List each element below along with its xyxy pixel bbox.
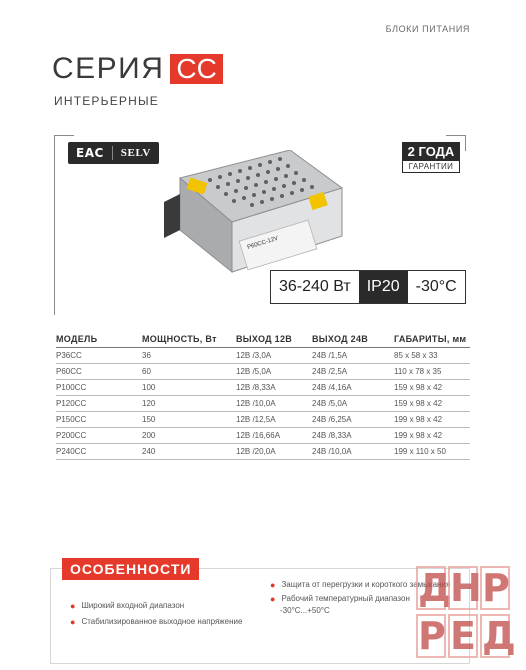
- warranty-label: ГАРАНТИИ: [402, 161, 460, 173]
- table-cell: 200: [142, 431, 156, 440]
- table-cell: 24В /8,33А: [312, 431, 352, 440]
- table-cell: P240CC: [56, 447, 87, 456]
- spec-power: 36-240 Вт: [279, 278, 351, 295]
- table-cell: 12В /3,0А: [236, 351, 272, 360]
- section-tag: БЛОКИ ПИТАНИЯ: [385, 24, 470, 34]
- feature-text: Стабилизированное выходное напряжение: [81, 617, 243, 626]
- feature-text: Защита от перегрузки и короткого замыкания: [281, 580, 451, 589]
- table-cell: P200CC: [56, 431, 87, 440]
- warranty-badge: [402, 142, 460, 173]
- feature-item-continued: [280, 606, 330, 615]
- watermark-logo: [416, 566, 514, 658]
- table-header-cell: ГАБАРИТЫ, мм: [394, 333, 467, 344]
- feature-text: Рабочий температурный диапазон: [281, 594, 410, 603]
- series-code-badge: CC: [170, 54, 222, 84]
- table-cell: 24В /2,5А: [312, 367, 348, 376]
- table-row: [56, 380, 470, 396]
- bullet-icon: ●: [70, 617, 76, 627]
- bullet-icon: ●: [270, 580, 276, 590]
- watermark-letter: Е: [448, 614, 478, 658]
- table-cell: 100: [142, 383, 156, 392]
- table-cell: 24В /5,0А: [312, 399, 348, 408]
- feature-text: -30°C...+50°C: [280, 606, 330, 615]
- table-cell: 24В /4,16А: [312, 383, 352, 392]
- series-subtitle: ИНТЕРЬЕРНЫЕ: [54, 94, 160, 108]
- table-cell: P120CC: [56, 399, 87, 408]
- table-cell: P60CC: [56, 367, 82, 376]
- table-cell: 199 х 98 х 42: [394, 415, 443, 424]
- table-cell: 240: [142, 447, 156, 456]
- table-cell: 199 х 98 х 42: [394, 431, 443, 440]
- table-cell: 120: [142, 399, 156, 408]
- selv-mark: SELV: [120, 147, 151, 159]
- frame-line-right: [465, 135, 466, 151]
- table-cell: P150CC: [56, 415, 87, 424]
- feature-item: [70, 617, 242, 627]
- table-cell: 12В /12,5А: [236, 415, 276, 424]
- watermark-line: [416, 566, 514, 610]
- table-cell: 150: [142, 415, 156, 424]
- spec-temperature: -30°C: [415, 278, 457, 295]
- table-cell: P36CC: [56, 351, 82, 360]
- series-word: СЕРИЯ: [52, 52, 165, 85]
- feature-item: [270, 594, 410, 604]
- watermark-letter: Д: [418, 566, 452, 610]
- features-title: ОСОБЕННОСТИ: [62, 558, 199, 580]
- warranty-years: 2 ГОДА: [402, 142, 460, 161]
- table-header-cell: МОДЕЛЬ: [56, 333, 98, 344]
- table-cell: 12В /16,66А: [236, 431, 281, 440]
- watermark-letter: Р: [418, 614, 446, 658]
- bullet-icon: ●: [270, 594, 276, 604]
- table-cell: 60: [142, 367, 151, 376]
- table-cell: 12В /5,0А: [236, 367, 272, 376]
- table-row: [56, 444, 470, 460]
- table-cell: 24В /6,25А: [312, 415, 352, 424]
- table-cell: 24В /1,5А: [312, 351, 348, 360]
- table-cell: 199 х 110 х 50: [394, 447, 446, 456]
- frame-line-top-left: [54, 135, 74, 136]
- watermark-letter: Р: [482, 566, 510, 610]
- model-table: [56, 330, 470, 460]
- table-cell: 12В /8,33А: [236, 383, 276, 392]
- frame-line-left: [54, 135, 55, 315]
- table-cell: 85 х 58 х 33: [394, 351, 438, 360]
- table-header-row: [56, 330, 470, 348]
- product-model-label: P60CC-12V: [246, 235, 280, 251]
- table-header-cell: ВЫХОД 24В: [312, 333, 369, 344]
- watermark-letter: Д: [482, 614, 516, 658]
- frame-line-top-right: [446, 135, 466, 136]
- table-cell: 12В /20,0А: [236, 447, 276, 456]
- power-supply-image: [150, 150, 350, 280]
- table-row: [56, 364, 470, 380]
- certification-badge: [68, 142, 159, 164]
- table-cell: 159 х 98 х 42: [394, 383, 443, 392]
- table-cell: 24В /10,0А: [312, 447, 352, 456]
- table-row: [56, 428, 470, 444]
- table-header-cell: ВЫХОД 12В: [236, 333, 293, 344]
- watermark-line: [416, 614, 514, 658]
- table-row: [56, 348, 470, 364]
- spec-strip: [270, 270, 466, 304]
- table-cell: 159 х 98 х 42: [394, 399, 443, 408]
- table-row: [56, 412, 470, 428]
- watermark-letter: Н: [450, 566, 482, 610]
- eac-mark: EAC: [76, 146, 113, 160]
- table-cell: 12В /10,0А: [236, 399, 276, 408]
- feature-item: [70, 601, 184, 611]
- table-cell: P100CC: [56, 383, 87, 392]
- table-row: [56, 396, 470, 412]
- feature-text: Широкий входной диапазон: [81, 601, 185, 610]
- table-cell: 110 х 78 х 35: [394, 367, 442, 376]
- bullet-icon: ●: [70, 601, 76, 611]
- spec-ip-rating: IP20: [359, 271, 408, 303]
- table-cell: 36: [142, 351, 151, 360]
- series-title: [52, 54, 223, 84]
- table-header-cell: МОЩНОСТЬ, Вт: [142, 333, 217, 344]
